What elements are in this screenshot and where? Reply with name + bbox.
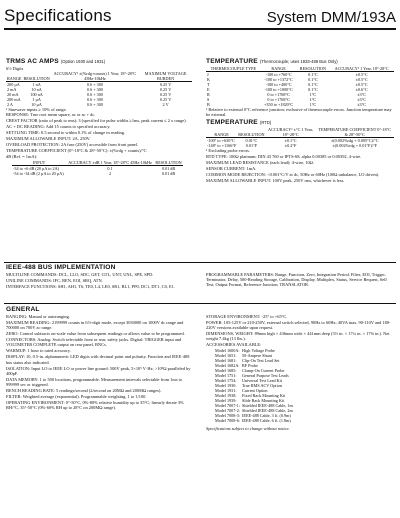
spec-paragraph: FILTER: Weighted average (exponential). Programmable weighting, 1 to 1/100.	[6, 394, 147, 400]
table-cell: 10 nA	[31, 87, 42, 93]
table-cell: ±(0.002%rdg + 0.01°F)/°F	[332, 143, 378, 149]
accessory-description: High Voltage Probe	[242, 348, 275, 354]
table-cell: 200 µA	[7, 82, 20, 88]
spec-paragraph: MAXIMUM READING: 2199999 counts in 6½-digit mode, except 3030000 on 1000V dc range and 700000 on 700V ac range.	[6, 320, 184, 331]
table-cell: ±(0.002%rdg + 0.005°C)/°C	[330, 138, 379, 144]
table-cell: -100 to +1372°C	[264, 77, 293, 82]
spec-paragraph: DATA MEMORY: 1 to 500 locations, programmable. Measurement intervals selectable from 1ms to 999999 sec or triggered.	[6, 376, 183, 388]
closing-note: Specifications subject to change without notice.	[206, 426, 290, 432]
table-cell: ±0.5°C	[355, 72, 368, 77]
table-cell: 1°C	[309, 97, 317, 102]
ieee-right-paragraphs	[206, 272, 394, 288]
table-cell: S	[207, 97, 210, 102]
spec-paragraph: dB (Ref. = 1mA):	[6, 154, 38, 160]
table-cell: E	[207, 87, 210, 92]
accessory-description: 50-Ampere Shunt	[242, 353, 272, 359]
table-cell: 0.6 + 300	[86, 82, 103, 88]
trms-heading: TRMS AC AMPS (Option 1930 and 1931)	[6, 58, 106, 65]
model-title: System DMM/193A	[266, 9, 396, 26]
accessory-description: Clamp-On Current Probe	[242, 368, 285, 374]
ieee-left-paragraphs	[6, 272, 192, 289]
spec-paragraph: RANGING: Manual or autoranging.	[6, 314, 70, 319]
table-cell: 2 mA	[7, 87, 17, 93]
table-cell: ±0.5°C	[355, 82, 368, 87]
spec-paragraph: WARMUP: 1 hour to rated accuracy.	[6, 348, 71, 354]
table-cell: 0.6 + 300	[86, 97, 103, 103]
table-cell: 200 mA	[7, 97, 21, 103]
accessory-model: Model 1600A:	[215, 348, 240, 354]
spec-paragraph: OPERATING ENVIRONMENT: 0°-50°C, 0%-80% relative humidity up to 35°C; linearly derate 3% RH/°C, 35°-50°C (0%-60% RH up to 28°C on 200MΩ range).	[6, 400, 184, 411]
accessory-model: Model 7008-6:	[215, 418, 241, 424]
column-header: ACCURACY¹ 1 Year, 18°-28°C	[329, 66, 394, 72]
table-cell: 0.01°F	[245, 143, 258, 149]
column-header: RESOLUTION	[155, 160, 182, 166]
accessory-description: IEEE-488 Cable, 3 ft. (0.9m)	[242, 413, 291, 419]
table-cell: 0.25 V	[159, 82, 172, 88]
accessory-model: Model 1938:	[215, 393, 237, 399]
table-cell: 0.6 + 300	[86, 87, 103, 93]
column-header: THERMOCOUPLE TYPE	[206, 66, 261, 72]
spec-paragraph: DIMENSIONS, WEIGHT: 89mm high × 436mm wide × 441mm deep (3½ in. × 17¼ in. × 17⅜ in.). Net weight 7.4kg (13 lbs.).	[206, 331, 390, 342]
general-section-left	[6, 306, 192, 411]
table-cell: 1 nA	[32, 82, 41, 88]
table-cell: 2	[109, 171, 112, 177]
ieee-rule	[4, 262, 396, 263]
table-cell: 1 µA	[32, 97, 41, 103]
table-row	[12, 171, 183, 176]
column-header: INPUT	[12, 160, 66, 166]
column-header: RESOLUTION	[22, 71, 50, 82]
table-cell: 0.01°C	[245, 138, 258, 144]
table-cell: -54 to -34 dB (2 µA to 20 µA)	[13, 171, 64, 177]
spec-paragraph: CREST FACTOR (ratio of peak to rms): 3 (specified for pulse widths ≥1ms, peak current ≤ 2 x range).	[6, 118, 187, 124]
table-cell: ±3°C	[357, 102, 367, 107]
accessory-description: True RMS ACV Option	[242, 383, 282, 389]
trms-table	[6, 71, 192, 107]
temperature-section	[206, 58, 394, 184]
spec-paragraph: ACCESSORIES AVAILABLE:	[206, 342, 262, 348]
table-cell: -100 to +760°C	[265, 72, 292, 77]
spec-paragraph: MAXIMUM LEAD RESISTANCE (each lead): 4-wire, 10Ω.	[206, 159, 315, 165]
table-cell: K	[207, 77, 211, 82]
table-cell: 2 A	[7, 102, 13, 108]
page-header	[4, 4, 396, 26]
spec-paragraph: SENSOR CURRENT: 1mA.	[206, 165, 257, 171]
spec-paragraph: COMMON MODE REJECTION: <0.001°C/V at dc, 50Hz or 60Hz (100Ω unbalance, LO driven).	[206, 171, 380, 177]
column-header: TEMPERATURE COEFFICIENT 0°-18°C & 28°-50°C	[315, 127, 394, 138]
accessory-row	[214, 418, 294, 423]
table-cell: 100 nA	[30, 92, 43, 98]
accessory-model: Model 7007-2:	[215, 408, 241, 414]
accessory-description: RF Probe	[242, 363, 258, 369]
accessory-description: Clip-On Test Lead Set	[242, 358, 280, 364]
spec-paragraph: BENCH READING RATE: 5 readings/second (2/second on 20MΩ and 200MΩ ranges).	[6, 388, 162, 394]
column-header: ACCURACY¹ ±(%rdg+counts) 1 Year, 18°-28°C 45Hz-10kHz	[51, 71, 139, 82]
accessory-description: Shielded IEEE-488 Cable, 1m	[242, 403, 293, 409]
table-cell: 20 mA	[7, 92, 19, 98]
table-cell: ±3°C	[357, 97, 367, 102]
column-header: RESOLUTION	[237, 127, 265, 138]
accessory-model: Model 1751:	[215, 373, 237, 379]
spec-paragraph: UNILINE COMMANDS: IFC, REN, EOI, SRQ, ATN.	[6, 278, 103, 283]
table-cell: 0.6 + 300	[86, 92, 103, 98]
general-section-right	[206, 314, 394, 432]
spec-paragraph: POWER: 105-125V or 210-250V, external switch selected, 90Hz to 60Hz; 40VA max. 90-110V and 180-220V versions available upon request.	[206, 320, 391, 331]
column-header: RANGE	[6, 71, 22, 82]
general-right-paragraphs	[206, 314, 394, 348]
table-cell: 1°C	[309, 92, 317, 97]
temperature-footnote: ¹ Relative to external 0°C reference junction; exclusive of thermocouple errors. Junction temperature may be external.	[206, 107, 392, 118]
trms-ac-amps-section	[6, 58, 192, 176]
table-cell: J	[207, 72, 209, 77]
table-cell: ±0.6°C	[355, 87, 368, 92]
general-heading: GENERAL	[6, 306, 40, 313]
column-header: MAXIMUM VOLTAGE BURDEN	[139, 71, 192, 82]
ieee-heading: IEEE-488 BUS IMPLEMENTATION	[6, 264, 116, 271]
table-cell: 2 V	[162, 102, 169, 108]
accessories-table	[214, 348, 294, 423]
table-cell: 0.25 V	[159, 87, 172, 93]
table-cell: -100 to +400°C	[265, 82, 292, 87]
table-cell: +350 to +1820°C	[264, 102, 294, 107]
accessory-model: Model 1930:	[215, 383, 237, 389]
accessory-description: General Purpose Test Leads	[242, 373, 289, 379]
thermocouple-table	[206, 66, 394, 107]
accessory-model: Model 1685:	[215, 368, 237, 374]
spec-paragraph: SETTLING TIME: 0.5 second to within 0.1% of change in reading.	[6, 130, 126, 136]
temperature-paragraphs	[206, 154, 394, 183]
table-cell: -34 to +6 dB (20 µA to 2A)	[13, 166, 60, 172]
table-cell: 0 to +1768°C	[267, 92, 290, 97]
column-header: RESOLUTION	[297, 66, 330, 72]
column-header: RANGE	[261, 66, 297, 72]
trms-paragraphs	[6, 112, 192, 159]
accessory-model: Model 7008-3:	[215, 413, 241, 419]
spec-paragraph: MULTILINE COMMANDS: DCL, LLO, SDC, GET, GTL, UNT, UNL, SPE, SPD.	[6, 272, 154, 277]
accessory-description: Fixed Rack Mounting Kit	[242, 393, 286, 399]
rtd-table	[206, 127, 394, 148]
column-header: ACCURACY¹ ±°C 1 Year, 18°-28°C	[266, 127, 316, 138]
trms-digits-note: 6½ Digits	[6, 66, 24, 71]
table-cell: -100 to +1000°C	[264, 87, 293, 92]
table-cell: ±0.1°C	[284, 138, 297, 144]
column-header: ACCURACY ±dB 1 Year, 18°-28°C 45Hz-10kHz	[66, 160, 154, 166]
general-left-paragraphs	[6, 314, 192, 410]
accessory-model: Model 1681:	[215, 358, 237, 364]
accessory-description: Current Option	[242, 388, 268, 394]
trms-footnote: ¹ Sinewave inputs ≥ 10% of range.	[6, 107, 67, 113]
table-cell: 0.25 V	[159, 92, 172, 98]
temperature-heading: TEMPERATURE (Thermocouple; uses 1933-488 Bus Only)	[206, 58, 338, 65]
spec-paragraph: MAXIMUM ALLOWABLE INPUT: 100V peak, 250V rms, whichever is less.	[206, 177, 345, 183]
accessory-model: Model 1754:	[215, 378, 237, 384]
spec-paragraph: ZERO: Control subtracts on-scale value from subsequent readings or allows value to be programmed.	[6, 331, 185, 337]
table-cell: 0.01 dB	[161, 171, 176, 177]
spec-paragraph: TEMPERATURE COEFFICIENT (0°-18°C & 28°-50°C): ±(%rdg + counts)/°C	[6, 148, 147, 154]
table-cell: ±0.2°F	[284, 143, 297, 149]
table-cell: ±3°C	[357, 92, 367, 97]
spec-paragraph: STORAGE ENVIRONMENT: -25° to +65°C.	[206, 314, 288, 319]
spec-paragraph: AC + DC READING: Add 15 counts to specified accuracy.	[6, 124, 111, 130]
rtd-heading: TEMPERATURE (RTD)	[206, 119, 272, 127]
table-cell: 0.1°C	[308, 82, 318, 87]
accessory-description: Universal Test Lead Kit	[242, 378, 282, 384]
table-cell: 0 to +1768°C	[267, 97, 290, 102]
table-cell: 0.25 V	[159, 97, 172, 103]
table-cell: ±0.5°C	[355, 77, 368, 82]
db-table	[12, 160, 183, 176]
spec-paragraph: OVERLOAD PROTECTION: 2A fuse (250V) accessible from front panel.	[6, 142, 139, 148]
spec-paragraph: RTD TYPE: 100Ω platinum; DIN 43 760 or IPTS-68, alpha 0.00385 or 0.00392, 4-wire.	[206, 153, 362, 159]
table-cell: 0.6 + 300	[86, 102, 103, 108]
table-cell: 0.1°C	[308, 87, 318, 92]
general-rule	[4, 303, 396, 304]
accessory-model: Model 1651:	[215, 353, 237, 359]
accessory-description: IEEE-488 Cable, 6 ft. (1.8m)	[242, 418, 291, 424]
spec-paragraph: CONNECTORS: Analog: Switch selectable front or rear, safety jacks. Digital: TRIGGER input and VOLTMETER COMPLETE output on rear panel, BNCs.	[6, 337, 182, 348]
ieee-section-right	[206, 272, 394, 288]
table-cell: 0.01 dB	[161, 166, 176, 172]
rtd-footnote: ¹ Excluding probe errors.	[206, 148, 250, 154]
accessory-model: Model 7007-1:	[215, 403, 241, 409]
spec-paragraph: PROGRAMMABLE PARAMETERS: Range, Function, Zero, Integration Period, Filter, EOI, Trigger, Terminator, Delay, 500-Reading Storage, Calibration, Display, Multiplex, Status, Service Request, Self Test, Output Format, Reference Junction, TRANSLATOR.	[206, 272, 387, 288]
spec-paragraph: RESPONSE: True root mean square, ac or ac + dc.	[6, 112, 96, 118]
table-cell: B	[207, 102, 210, 107]
accessory-description: Slide Rack Mounting Kit	[242, 398, 285, 404]
accessory-model: Model 1939:	[215, 398, 237, 404]
accessory-model: Model 1682A:	[215, 363, 240, 369]
table-cell: 1°C	[309, 102, 317, 107]
spec-paragraph: MAXIMUM ALLOWABLE INPUT: 2A, 250V.	[6, 136, 91, 142]
page-title: Specifications	[4, 6, 112, 25]
header-rule	[4, 28, 396, 30]
table-cell: T	[207, 82, 210, 87]
spec-paragraph: DISPLAY: 10, 0.5-in. alphanumeric LED digits with decimal point and polarity. Function and IEEE-488 bus status also indicated.	[6, 354, 190, 365]
ieee-section-left	[6, 264, 192, 290]
column-header: RANGE	[206, 127, 237, 138]
table-cell: -100° to +630°C	[207, 138, 235, 144]
table-cell: R	[207, 92, 210, 97]
table-cell: -148° to +1166°F	[207, 143, 237, 149]
table-cell: 0.1	[107, 166, 113, 172]
accessory-model: Model 1931:	[215, 388, 237, 394]
spec-paragraph: INTERFACE FUNCTIONS: SH1, AH1, T6, TE0, L4, LE0, SR1, RL1, PP0, DC1, DT1, C0, E1.	[6, 284, 175, 289]
accessory-description: Shielded IEEE-488 Cable, 2m	[242, 408, 293, 414]
table-cell: 10 µA	[31, 102, 42, 108]
spec-paragraph: ISOLATION: Input LO to IEEE LO or power line ground: 500V peak, 5×10⁵ V·Hz; >10⁹Ω paralleled by 400pF.	[6, 365, 191, 376]
table-cell: 0.1°C	[308, 77, 318, 82]
table-cell: 0.1°C	[308, 72, 318, 77]
